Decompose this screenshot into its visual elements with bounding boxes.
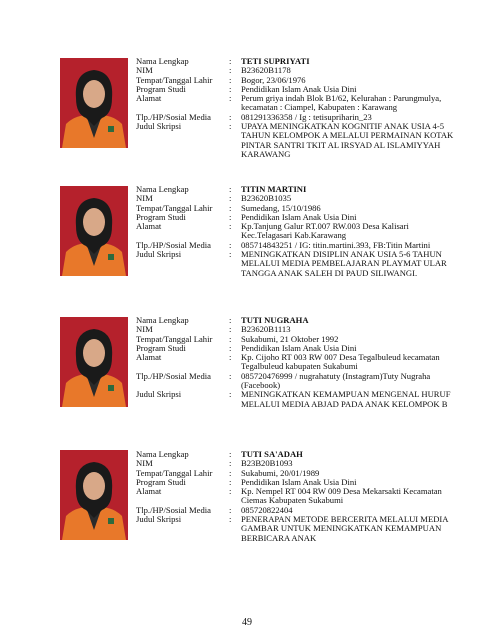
label-alamat: Alamat — [136, 93, 162, 104]
graduate-tlp: 085720822404 — [241, 504, 293, 515]
graduate-nim: B23620B1035 — [241, 193, 292, 204]
label-judul: Judul Skripsi — [136, 389, 182, 400]
label-nama: Nama Lengkap — [136, 449, 189, 459]
graduate-prodi: Pendidikan Islam Anak Usia Dini — [241, 342, 357, 353]
colon: : — [229, 74, 232, 85]
label-nim: NIM — [136, 458, 153, 469]
colon: : — [229, 221, 232, 232]
graduate-photo — [60, 186, 128, 276]
colon: : — [229, 121, 232, 132]
graduate-name: TUTI SA'ADAH — [241, 449, 303, 459]
graduate-judul: MENINGKATKAN DISIPLIN ANAK USIA 5-6 TAHUN MELALUI MEDIA PEMBELAJARAN PLAYMAT ULAR TANGGA ANAK SALEH DI PAUD SILIWANGI. — [241, 249, 447, 278]
graduate-tlp: 081291336358 / Ig : tetisupriharin_23 — [241, 111, 372, 122]
graduate-nim: B23B20B1093 — [241, 458, 293, 469]
graduate-nim: B23620B1178 — [241, 65, 291, 76]
colon: : — [229, 249, 232, 260]
label-nim: NIM — [136, 324, 153, 335]
graduate-photo — [60, 58, 128, 148]
colon: : — [229, 111, 232, 122]
graduate-info — [136, 57, 456, 159]
label-tlp: Tlp./HP/Sosial Media — [136, 239, 211, 250]
label-alamat: Alamat — [136, 486, 162, 497]
colon: : — [229, 56, 232, 66]
graduate-alamat: Kp. Nempel RT 004 RW 009 Desa Mekarsakti Kecamatan Ciemas Kabupaten Sukabumi — [241, 486, 442, 506]
label-nama: Nama Lengkap — [136, 56, 189, 66]
graduate-name: TUTI NUGRAHA — [241, 315, 309, 325]
graduate-alamat: Kp. Cijoho RT 003 RW 007 Desa Tegalbuleud kecamatan Tegalbuleud kabupaten Sukabumi — [241, 352, 440, 372]
graduate-name: TETI SUPRIYATI — [241, 56, 310, 66]
label-nama: Nama Lengkap — [136, 184, 189, 194]
label-tlp: Tlp./HP/Sosial Media — [136, 370, 211, 381]
colon: : — [229, 333, 232, 344]
colon: : — [229, 342, 232, 353]
page-number: 49 — [242, 617, 252, 628]
label-ttl: Tempat/Tanggal Lahir — [136, 333, 213, 344]
graduate-ttl: Sukabumi, 21 Oktober 1992 — [241, 333, 339, 344]
label-ttl: Tempat/Tanggal Lahir — [136, 202, 213, 213]
colon: : — [229, 449, 232, 459]
colon: : — [229, 514, 232, 525]
graduate-name: TITIN MARTINI — [241, 184, 307, 194]
colon: : — [229, 193, 232, 204]
graduate-nim: B23620B1113 — [241, 324, 291, 335]
colon: : — [229, 504, 232, 515]
colon: : — [229, 239, 232, 250]
colon: : — [229, 315, 232, 325]
colon: : — [229, 83, 232, 94]
label-prodi: Program Studi — [136, 83, 186, 94]
label-nim: NIM — [136, 193, 153, 204]
label-judul: Judul Skripsi — [136, 249, 182, 260]
label-alamat: Alamat — [136, 352, 162, 363]
graduate-info — [136, 450, 456, 543]
graduate-alamat: Perum griya indah Blok B1/62, Kelurahan : Parungmulya, kecamatan : Ciampel, Kabupaten : Karawang — [241, 93, 442, 113]
graduate-ttl: Bogor, 23/06/1976 — [241, 74, 306, 85]
label-prodi: Program Studi — [136, 476, 186, 487]
graduate-alamat: Kp.Tanjung Galur RT.007 RW.003 Desa Kalisari Kec.Telagasari Kab.Karawang — [241, 221, 409, 241]
label-alamat: Alamat — [136, 221, 162, 232]
label-ttl: Tempat/Tanggal Lahir — [136, 467, 213, 478]
label-tlp: Tlp./HP/Sosial Media — [136, 111, 211, 122]
graduate-tlp: 085720476999 / nugrahatuty (Instagram)Tuty Nugraha (Facebook) — [241, 370, 431, 391]
colon: : — [229, 458, 232, 469]
graduate-prodi: Pendidikan Islam Anak Usia Dini — [241, 211, 357, 222]
colon: : — [229, 202, 232, 213]
graduate-ttl: Sumedang, 15/10/1986 — [241, 202, 321, 213]
colon: : — [229, 389, 232, 400]
graduate-judul: UPAYA MENINGKATKAN KOGNITIF ANAK USIA 4-5 TAHUN KELOMPOK A MELALUI PERMAINAN KOTAK PINTAR SANTRI TKIT AL IRSYAD AL ISLAMIYYAH KARAWANG — [241, 121, 454, 159]
label-nim: NIM — [136, 65, 153, 76]
graduate-judul: PENERAPAN METODE BERCERITA MELALUI MEDIA GAMBAR UNTUK MENINGKATKAN KEMAMPUAN BERBICARA ANAK — [241, 514, 448, 543]
graduate-judul: MENINGKATKAN KEMAMPUAN MENGENAL HURUF MELALUI MEDIA ABJAD PADA ANAK KELOMPOK B — [241, 389, 451, 409]
label-prodi: Program Studi — [136, 342, 186, 353]
label-tlp: Tlp./HP/Sosial Media — [136, 504, 211, 515]
colon: : — [229, 324, 232, 335]
label-nama: Nama Lengkap — [136, 315, 189, 325]
colon: : — [229, 467, 232, 478]
colon: : — [229, 211, 232, 222]
label-ttl: Tempat/Tanggal Lahir — [136, 74, 213, 85]
label-judul: Judul Skripsi — [136, 514, 182, 525]
colon: : — [229, 476, 232, 487]
graduate-photo — [60, 317, 128, 407]
graduate-info — [136, 185, 456, 278]
colon: : — [229, 184, 232, 194]
graduate-tlp: 085714843251 / IG: titin.martini.393, FB:Titin Martini — [241, 239, 431, 250]
colon: : — [229, 370, 232, 381]
label-judul: Judul Skripsi — [136, 121, 182, 132]
graduate-prodi: Pendidikan Islam Anak Usia Dini — [241, 83, 357, 94]
graduate-prodi: Pendidikan Islam Anak Usia Dini — [241, 476, 357, 487]
colon: : — [229, 65, 232, 76]
graduate-info — [136, 316, 456, 409]
colon: : — [229, 486, 232, 497]
graduate-photo — [60, 450, 128, 540]
label-prodi: Program Studi — [136, 211, 186, 222]
graduate-ttl: Sukabumi, 20/01/1989 — [241, 467, 320, 478]
colon: : — [229, 93, 232, 104]
colon: : — [229, 352, 232, 363]
